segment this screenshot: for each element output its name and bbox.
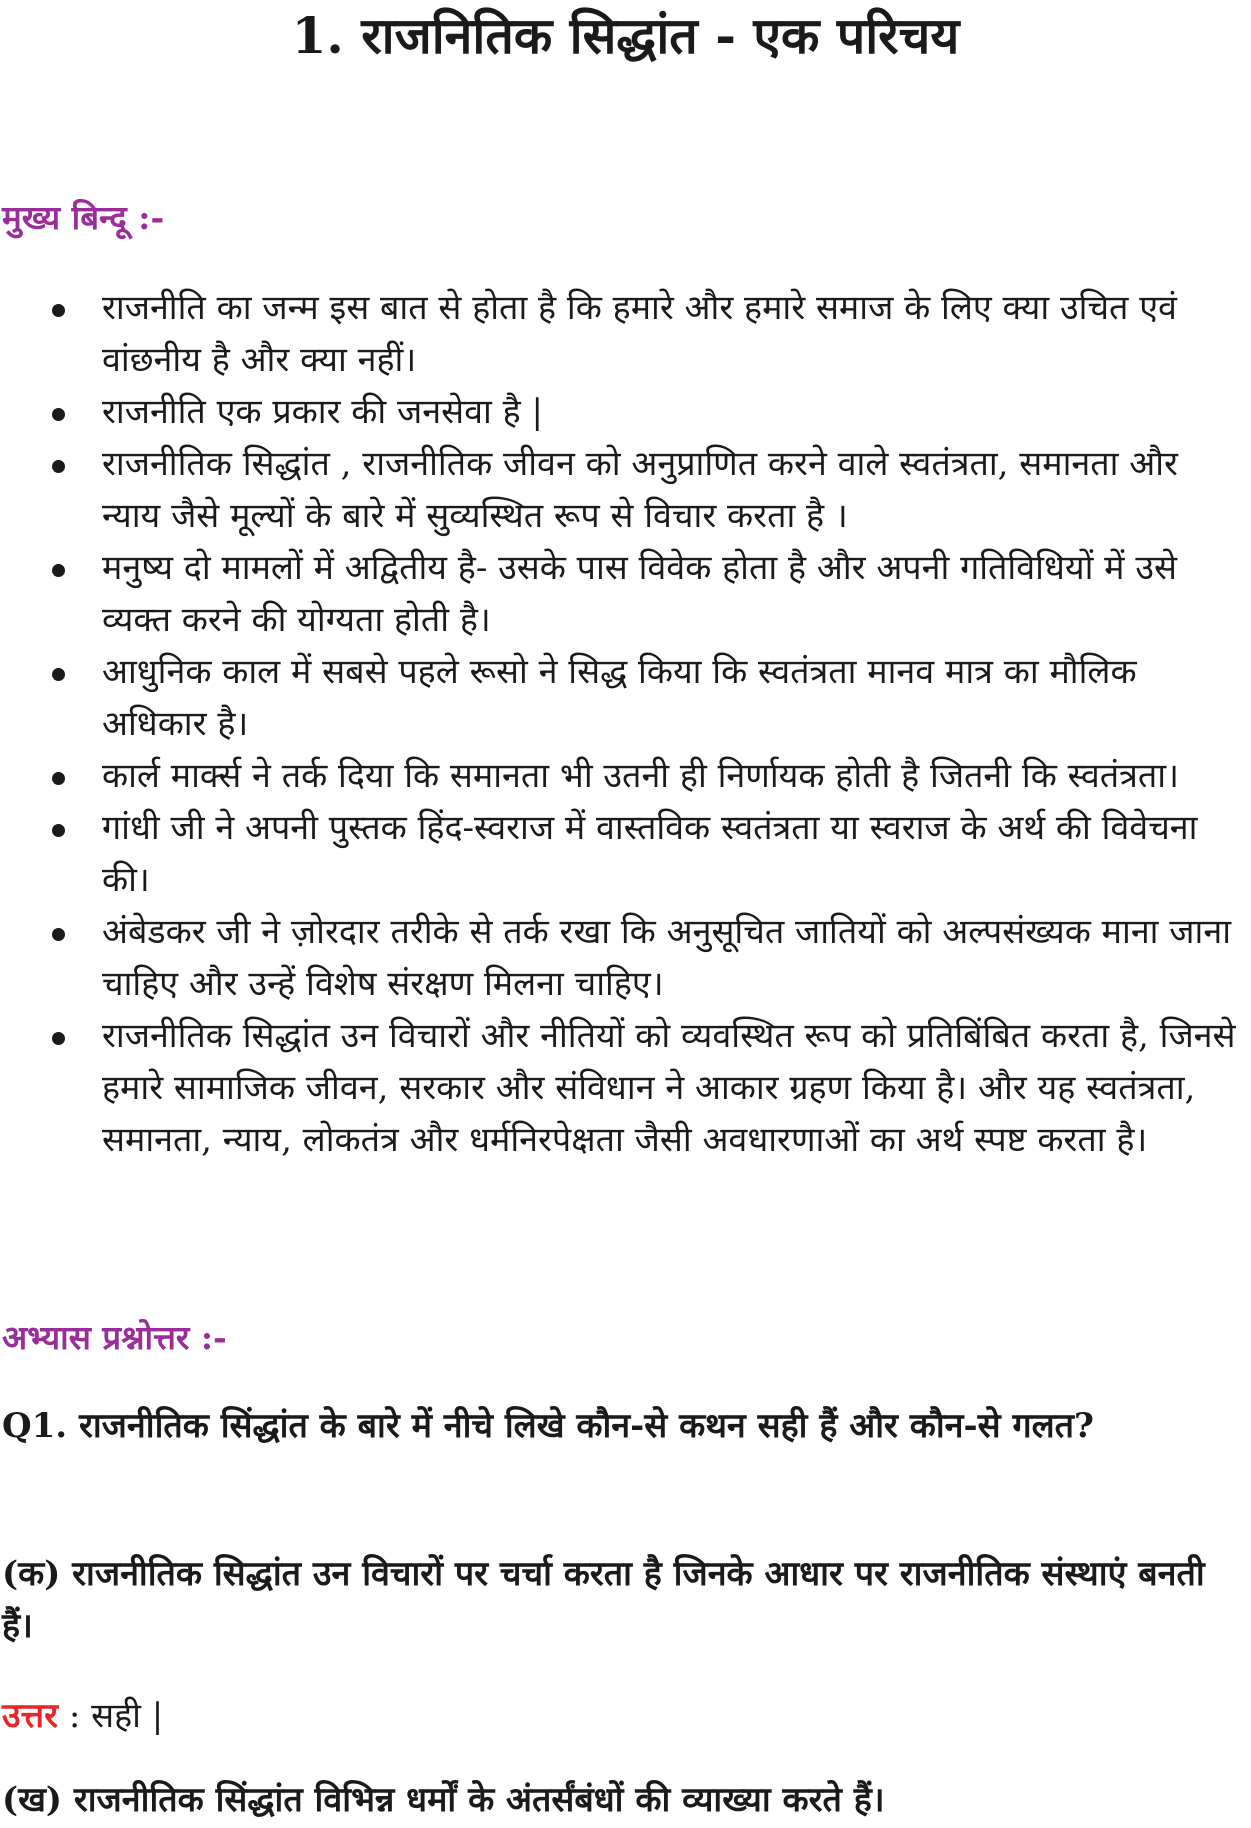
list-item-text: कार्ल मार्क्स ने तर्क दिया कि समानता भी उतनी ही निर्णायक होती है जितनी कि स्वतंत्रता। <box>102 756 1179 796</box>
list-item-text: राजनीति एक प्रकार की जनसेवा है | <box>102 392 543 432</box>
page-title: 1. राजनितिक सिद्धांत - एक परिचय <box>291 6 960 65</box>
list-item-text: अंबेडकर जी ने ज़ोरदार तरीके से तर्क रखा कि अनुसूचित जातियों को अल्पसंख्यक माना जाना चाहिए और उन्हें विशेष संरक्षण मिलना चाहिए। <box>102 912 1232 1004</box>
answer-line <box>2 1690 163 1742</box>
list-item <box>0 906 1251 1010</box>
question-1: Q1. राजनीतिक सिंद्धांत के बारे में नीचे लिखे कौन-से कथन सही हैं और कौन-से गलत? <box>2 1406 1094 1446</box>
main-points-list <box>0 282 1251 1166</box>
bullet-icon <box>52 564 65 577</box>
bullet-icon <box>52 928 65 941</box>
answer-label: उत्तर <box>2 1696 59 1736</box>
list-item-text: राजनीति का जन्म इस बात से होता है कि हमारे और हमारे समाज के लिए क्या उचित एवं वांछनीय है और क्या नहीं। <box>102 288 1177 380</box>
list-item <box>0 386 1251 438</box>
list-item-text: मनुष्य दो मामलों में अद्वितीय है- उसके पास विवेक होता है और अपनी गतिविधियों में उसे व्यक्त करने की योग्यता होती है। <box>102 548 1177 640</box>
bullet-icon <box>52 408 65 421</box>
bullet-icon <box>52 304 65 317</box>
list-item <box>0 438 1251 542</box>
list-item-text: राजनीतिक सिद्धांत उन विचारों और नीतियों को व्यवस्थित रूप को प्रतिबिंबित करता है, जिनसे हमारे सामाजिक जीवन, सरकार और संविधान ने आकार ग्रहण किया है। और यह स्वतंत्रता, समानता, न्याय, लोकतंत्र और धर्मनिरपेक्षता जैसी अवधारणाओं का अर्थ स्पष्ट करता है। <box>102 1016 1236 1160</box>
bullet-icon <box>52 824 65 837</box>
bullet-icon <box>52 460 65 473</box>
answer-text: : सही | <box>58 1696 164 1736</box>
bullet-icon <box>52 772 65 785</box>
list-item <box>0 542 1251 646</box>
list-item <box>0 750 1251 802</box>
list-item-text: आधुनिक काल में सबसे पहले रूसो ने सिद्ध किया कि स्वतंत्रता मानव मात्र का मौलिक अधिकार है। <box>102 652 1137 744</box>
list-item <box>0 802 1251 906</box>
list-item-text: गांधी जी ने अपनी पुस्तक हिंद-स्वराज में वास्तविक स्वतंत्रता या स्वराज के अर्थ की विवेचना की। <box>102 808 1198 900</box>
question-1-part-a: (क) राजनीतिक सिद्धांत उन विचारों पर चर्चा करता है जिनके आधार पर राजनीतिक संस्थाएं बनती हैं। <box>2 1554 1205 1646</box>
question-1-part-b: (ख) राजनीतिक सिंद्धांत विभिन्न धर्मों के अंतर्संबंधों की व्याख्या करते हैं। <box>2 1780 885 1820</box>
bullet-icon <box>52 1032 65 1045</box>
main-points-heading: मुख्य बिन्दू :- <box>2 198 165 237</box>
exercise-heading: अभ्यास प्रश्नोत्तर :- <box>2 1318 227 1357</box>
list-item <box>0 282 1251 386</box>
bullet-icon <box>52 668 65 681</box>
list-item-text: राजनीतिक सिद्धांत , राजनीतिक जीवन को अनुप्राणित करने वाले स्वतंत्रता, समानता और न्याय जैसे मूल्यों के बारे में सुव्यस्थित रूप से विचार करता है । <box>102 444 1178 536</box>
list-item <box>0 1010 1251 1166</box>
list-item <box>0 646 1251 750</box>
